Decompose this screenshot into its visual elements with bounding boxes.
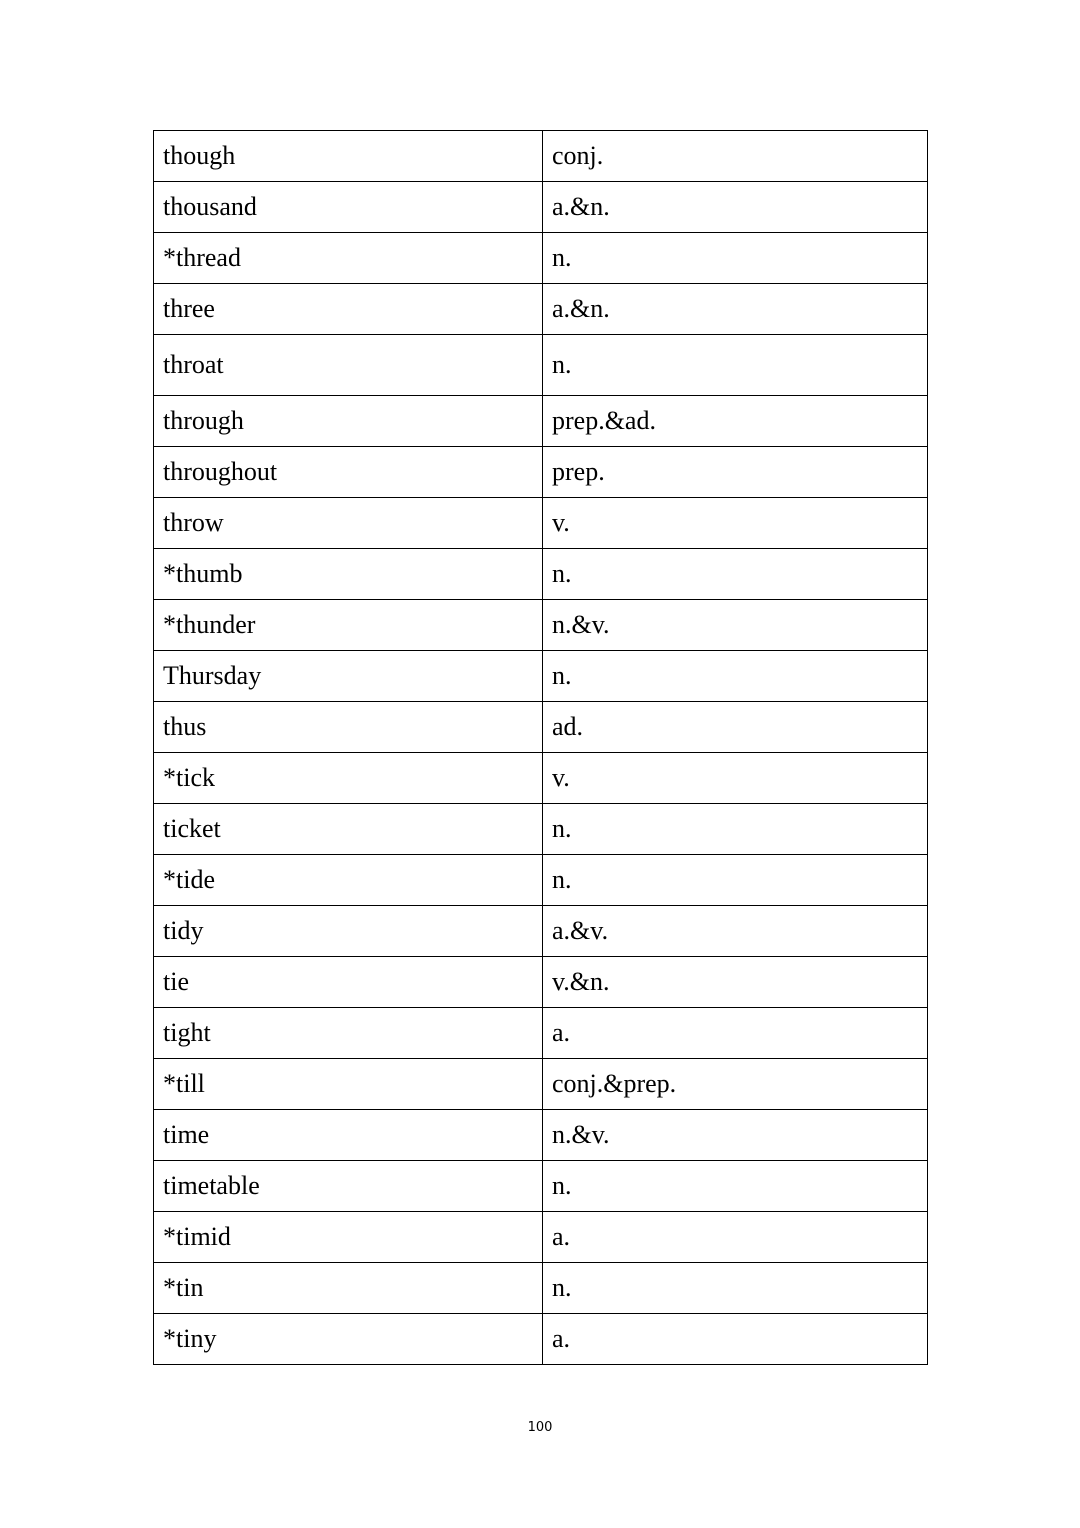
table-row (154, 1263, 928, 1314)
part-of-speech-cell: prep.&ad. (543, 396, 928, 447)
word-cell: *tin (154, 1263, 543, 1314)
table-row (154, 753, 928, 804)
table-row (154, 804, 928, 855)
part-of-speech-cell: n. (543, 1161, 928, 1212)
word-cell: tie (154, 957, 543, 1008)
table-row (154, 651, 928, 702)
word-cell: timetable (154, 1161, 543, 1212)
part-of-speech-cell: n. (543, 651, 928, 702)
word-cell: *thread (154, 233, 543, 284)
word-cell: *timid (154, 1212, 543, 1263)
part-of-speech-cell: n.&v. (543, 1110, 928, 1161)
table-row (154, 855, 928, 906)
table-row (154, 906, 928, 957)
table-row (154, 549, 928, 600)
table-row (154, 600, 928, 651)
table-row (154, 1110, 928, 1161)
part-of-speech-cell: v. (543, 753, 928, 804)
table-row (154, 957, 928, 1008)
word-cell: *tide (154, 855, 543, 906)
word-cell: thousand (154, 182, 543, 233)
page-number: 100 (527, 1420, 553, 1435)
part-of-speech-cell: n. (543, 1263, 928, 1314)
table-row (154, 498, 928, 549)
part-of-speech-cell: conj.&prep. (543, 1059, 928, 1110)
word-cell: *tiny (154, 1314, 543, 1365)
word-cell: *thumb (154, 549, 543, 600)
word-cell: throw (154, 498, 543, 549)
table-row (154, 1212, 928, 1263)
part-of-speech-cell: v.&n. (543, 957, 928, 1008)
table-row (154, 396, 928, 447)
word-cell: three (154, 284, 543, 335)
table-row (154, 335, 928, 396)
word-cell: throat (154, 335, 543, 396)
table-row (154, 182, 928, 233)
word-cell: *tick (154, 753, 543, 804)
table-row (154, 1161, 928, 1212)
word-cell: though (154, 131, 543, 182)
part-of-speech-cell: n.&v. (543, 600, 928, 651)
word-cell: Thursday (154, 651, 543, 702)
word-cell: time (154, 1110, 543, 1161)
part-of-speech-cell: a. (543, 1212, 928, 1263)
word-cell: tidy (154, 906, 543, 957)
word-cell: through (154, 396, 543, 447)
part-of-speech-cell: a. (543, 1008, 928, 1059)
part-of-speech-cell: a.&n. (543, 182, 928, 233)
table-row (154, 131, 928, 182)
table-row (154, 447, 928, 498)
part-of-speech-cell: a.&n. (543, 284, 928, 335)
table-row (154, 233, 928, 284)
part-of-speech-cell: n. (543, 855, 928, 906)
part-of-speech-cell: n. (543, 233, 928, 284)
part-of-speech-cell: n. (543, 335, 928, 396)
table-row (154, 1008, 928, 1059)
vocabulary-table (153, 130, 928, 1365)
part-of-speech-cell: ad. (543, 702, 928, 753)
word-cell: ticket (154, 804, 543, 855)
part-of-speech-cell: n. (543, 549, 928, 600)
word-cell: *thunder (154, 600, 543, 651)
part-of-speech-cell: n. (543, 804, 928, 855)
table-row (154, 702, 928, 753)
part-of-speech-cell: a.&v. (543, 906, 928, 957)
table-row (154, 1314, 928, 1365)
word-cell: tight (154, 1008, 543, 1059)
word-cell: *till (154, 1059, 543, 1110)
word-cell: throughout (154, 447, 543, 498)
part-of-speech-cell: a. (543, 1314, 928, 1365)
part-of-speech-cell: prep. (543, 447, 928, 498)
part-of-speech-cell: conj. (543, 131, 928, 182)
table-row (154, 284, 928, 335)
part-of-speech-cell: v. (543, 498, 928, 549)
word-cell: thus (154, 702, 543, 753)
table-row (154, 1059, 928, 1110)
